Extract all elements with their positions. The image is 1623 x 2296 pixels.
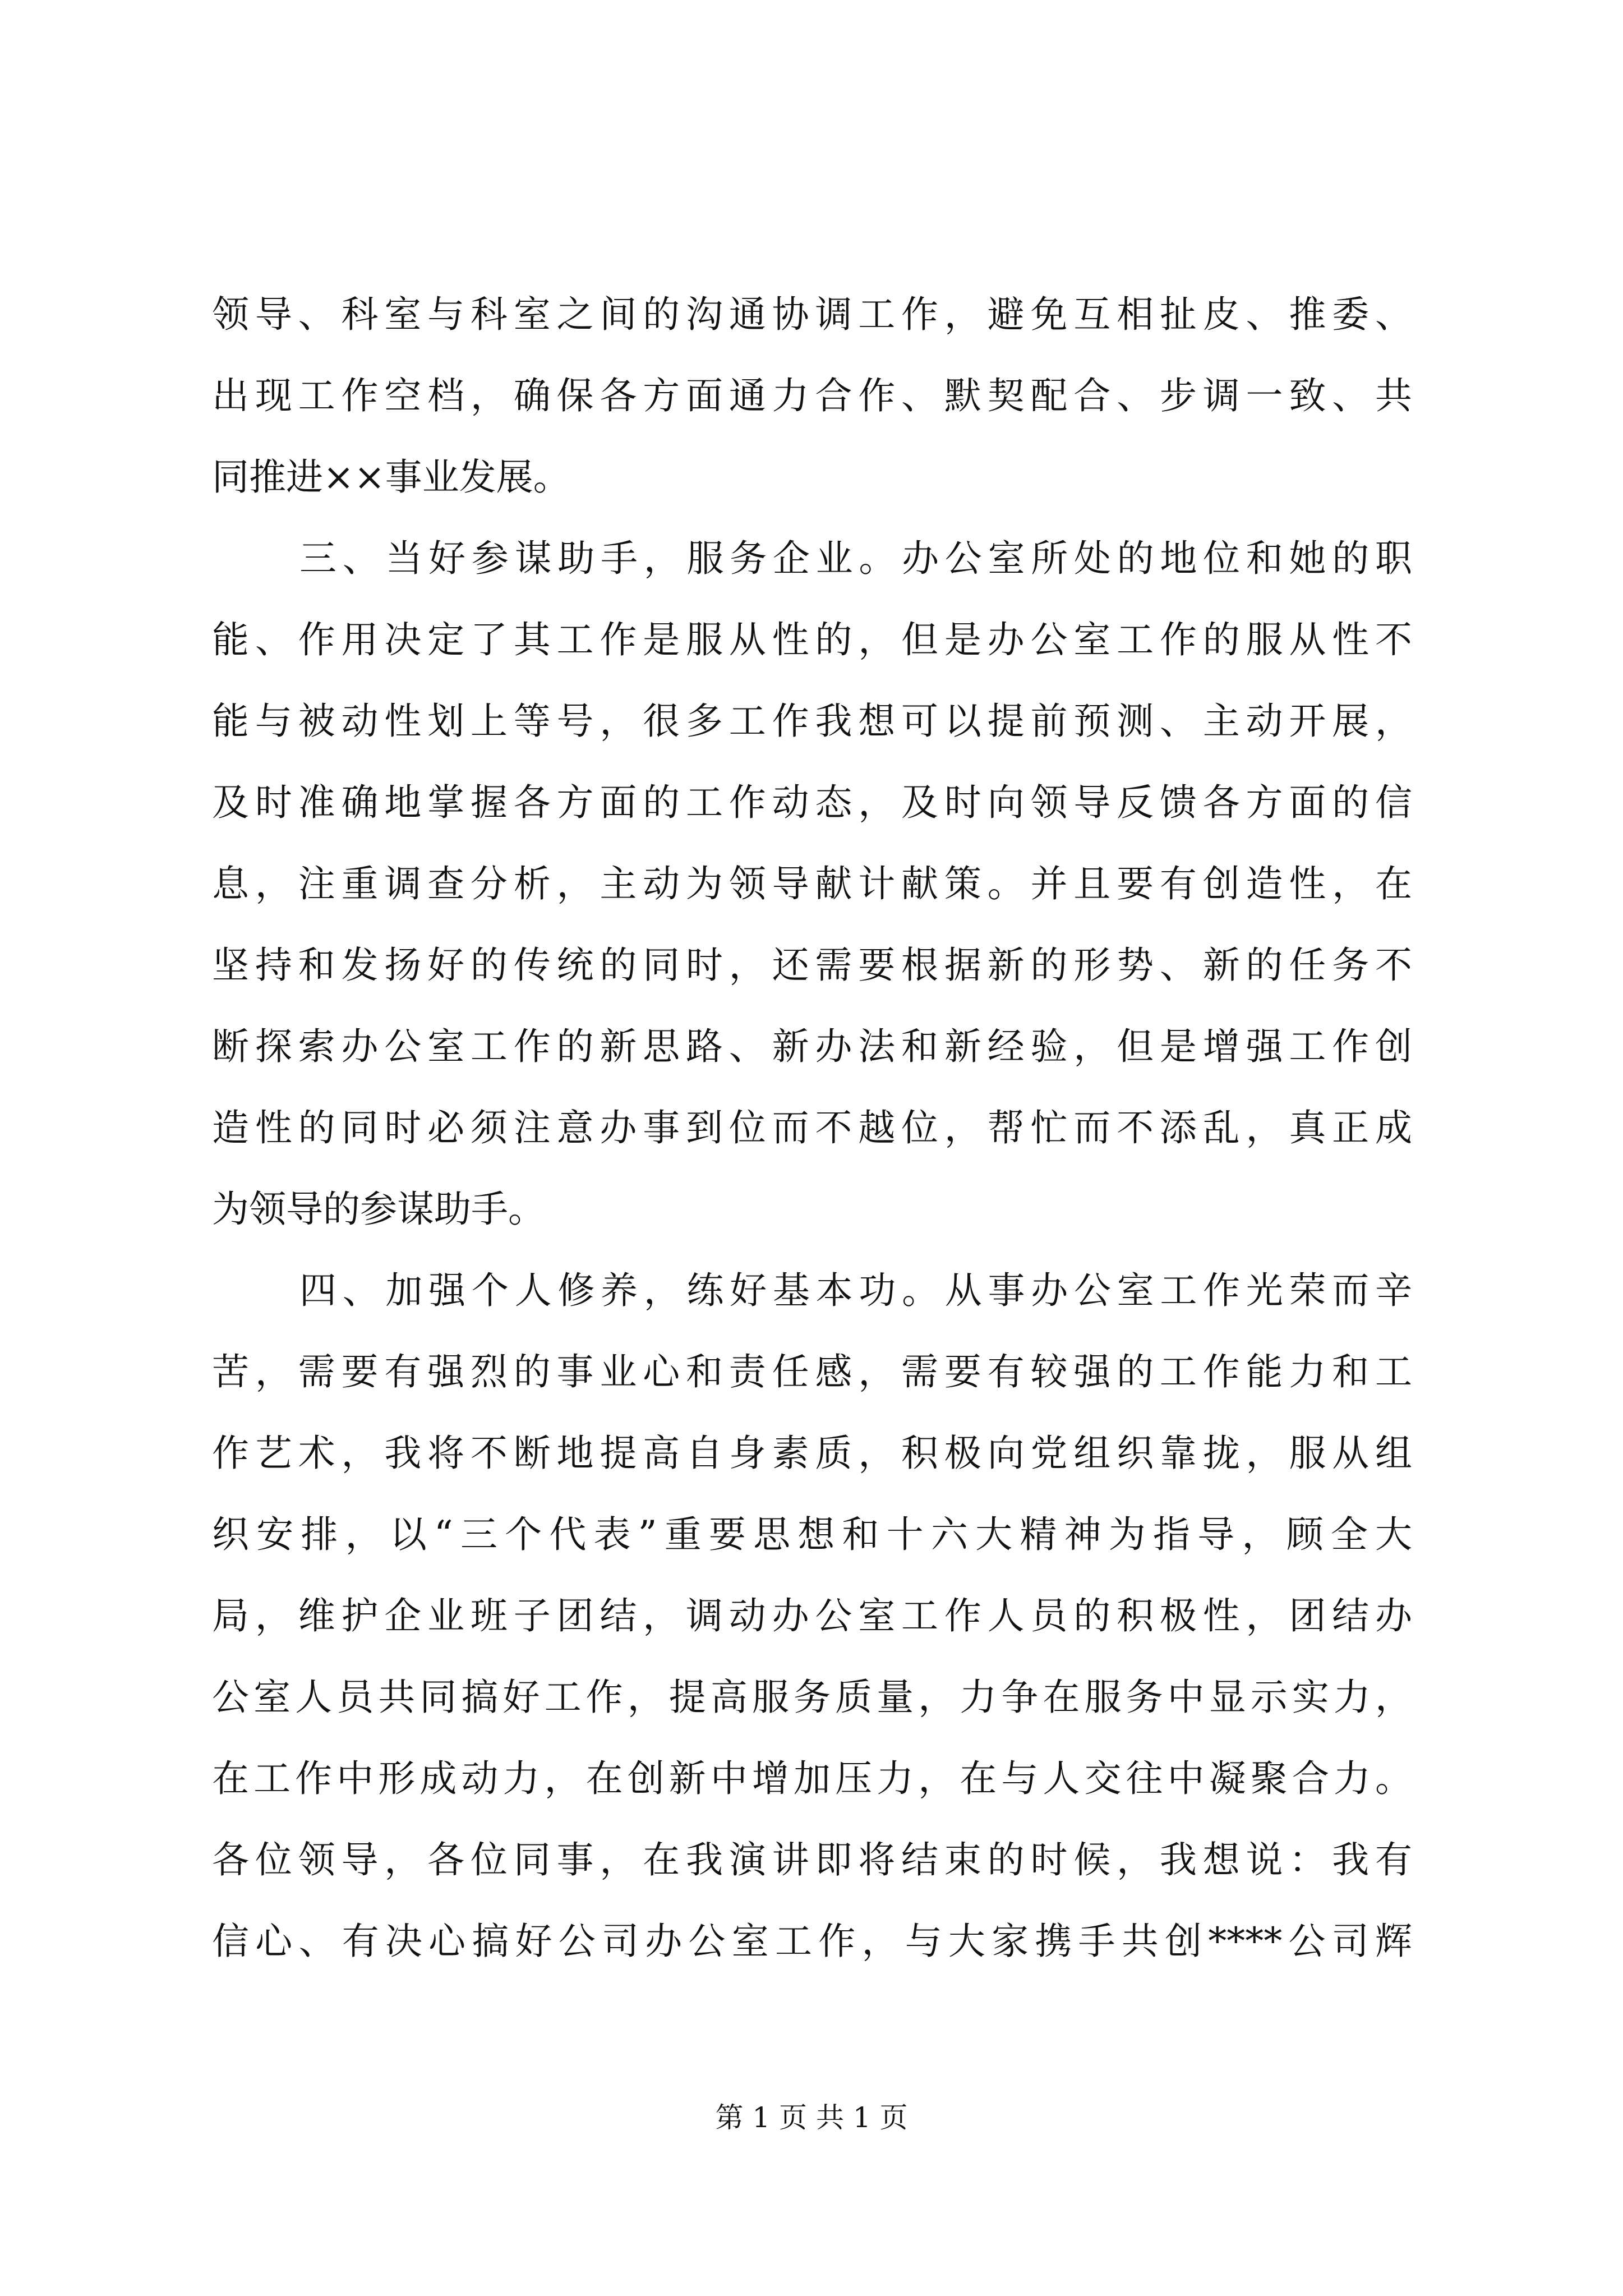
text-line: 公室人员共同搞好工作，提高服务质量，力争在服务中显示实力， bbox=[212, 1676, 1412, 1719]
text-line: 领导、科室与科室之间的沟通协调工作，避免互相扯皮、推委、 bbox=[212, 293, 1412, 336]
text-line: 断探索办公室工作的新思路、新办法和新经验，但是增强工作创 bbox=[212, 1025, 1412, 1068]
document-body bbox=[212, 274, 1412, 1982]
paragraph-heading-line: 四、加强个人修养，练好基本功。从事办公室工作光荣而辛 bbox=[299, 1269, 1412, 1312]
text-line: 各位领导，各位同事，在我演讲即将结束的时候，我想说：我有 bbox=[212, 1838, 1412, 1881]
text-line: 能、作用决定了其工作是服从性的，但是办公室工作的服从性不 bbox=[212, 618, 1412, 661]
text-line: 息，注重调查分析，主动为领导献计献策。并且要有创造性，在 bbox=[212, 862, 1412, 905]
text-line: 作艺术，我将不断地提高自身素质，积极向党组织靠拢，服从组 bbox=[212, 1432, 1412, 1475]
text-line: 为领导的参谋助手。 bbox=[212, 1188, 545, 1231]
text-line: 坚持和发扬好的传统的同时，还需要根据新的形势、新的任务不 bbox=[212, 944, 1412, 987]
text-line: 信心、有决心搞好公司办公室工作，与大家携手共创****公司辉 bbox=[212, 1920, 1412, 1963]
text-line: 能与被动性划上等号，很多工作我想可以提前预测、主动开展， bbox=[212, 700, 1412, 743]
page-number-label: 第 1 页 共 1 页 bbox=[715, 2101, 908, 2134]
text-line: 织安排，以“三个代表”重要思想和十六大精神为指导，顾全大 bbox=[212, 1513, 1412, 1556]
paragraph-heading-line: 三、当好参谋助手，服务企业。办公室所处的地位和她的职 bbox=[299, 537, 1412, 580]
text-line: 局，维护企业班子团结，调动办公室工作人员的积极性，团结办 bbox=[212, 1594, 1412, 1637]
text-line: 及时准确地掌握各方面的工作动态，及时向领导反馈各方面的信 bbox=[212, 781, 1412, 824]
text-line: 同推进××事业发展。 bbox=[212, 455, 570, 499]
text-line: 出现工作空档，确保各方面通力合作、默契配合、步调一致、共 bbox=[212, 374, 1412, 417]
page-footer bbox=[0, 2098, 1623, 2137]
text-line: 苦，需要有强烈的事业心和责任感，需要有较强的工作能力和工 bbox=[212, 1350, 1412, 1393]
text-line: 造性的同时必须注意办事到位而不越位，帮忙而不添乱，真正成 bbox=[212, 1106, 1412, 1149]
text-line: 在工作中形成动力，在创新中增加压力，在与人交往中凝聚合力。 bbox=[212, 1757, 1412, 1800]
